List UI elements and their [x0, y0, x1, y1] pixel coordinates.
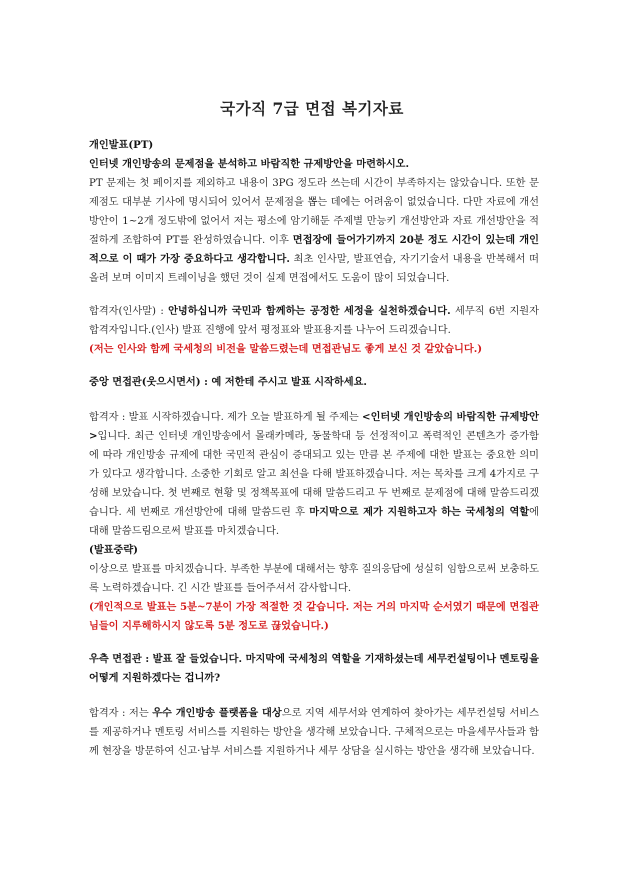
- pt-paragraph: PT 문제는 첫 페이지를 제외하고 내용이 3PG 정도라 쓰는데 시간이 부족하지는 않았습니다. 또한 문제점도 대부분 기사에 명시되어 있어서 문제점을 뽑는 데에는 어려움이 없었습니다. 다만 자료에 개선방안이 1~2개 정도밖에 없어서 저는 평소에 암기해둔 주제별 만능키 개선방안과 자료 개선방안을 적절하게 조합하여 PT를 완성하였습니다. 이후 면접장에 들어가기까지 20분 정도 시간이 있는데 개인적으로 이 때가 가장 중요하다고 생각합니다. 최초 인사말, 발표연습, 자기기술서 내용을 반복해서 떠올려 보며 이미지 트레이닝을 했던 것이 실제 면접에서도 도움이 많이 되었습니다.: [89, 178, 539, 284]
- page-title: 국가직 7급 면접 복기자료: [220, 99, 404, 118]
- greeting-note: (저는 인사와 함께 국세청의 비전을 말씀드렸는데 면접관님도 좋게 보신 것 같았습니다.): [89, 343, 483, 355]
- greeting-paragraph: 합격자(인사말) : 안녕하십니까 국민과 함께하는 공정한 세정을 실천하겠습니다. 세무직 6번 지원자 합격자입니다.(인사) 발표 진행에 앞서 평정표와 발표용지를 나누어 드리겠습니다.: [89, 305, 539, 336]
- document-body: [89, 136, 539, 761]
- presentation-closing: 이상으로 발표를 마치겠습니다. 부족한 부분에 대해서는 향후 질의응답에 성실히 임함으로써 보충하도록 노력하겠습니다. 긴 시간 발표를 들어주셔서 감사합니다.: [89, 564, 539, 594]
- presentation-omitted-label: (발표중략): [89, 544, 139, 556]
- right-interviewer-question: 우측 면접관 : 발표 잘 들었습니다. 마지막에 국세청의 역할을 기재하셨는데 세무컨설팅이나 멘토링을 어떻게 지원하겠다는 겁니까?: [89, 653, 539, 684]
- section-heading-pt: 개인발표(PT): [89, 139, 154, 151]
- pt-topic: 인터넷 개인방송의 문제점을 분석하고 바람직한 규제방안을 마련하시오.: [89, 158, 410, 170]
- candidate-answer: 합격자 : 저는 우수 개인방송 플랫폼을 대상으로 지역 세무서와 연계하여 찾아가는 세무컨설팅 서비스를 제공하거나 멘토링 서비스를 지원하는 방안을 생각해 보았습니다. 구체적으로는 마을세무사들과 함께 현장을 방문하여 신고·납부 서비스를 지원하거나 세무 상담을 실시하는 방안을 생각해 보았습니다.: [89, 707, 540, 757]
- presentation-paragraph: 합격자 : 발표 시작하겠습니다. 제가 오늘 발표하게 될 주제는 <인터넷 개인방송의 바람직한 규제방안>입니다. 최근 인터넷 개인방송에서 몰래카메라, 동물학대 등 선정적이고 폭력적인 콘텐츠가 증가함에 따라 개인방송 규제에 대한 국민적 관심이 증대되고 있는 만큼 본 주제에 대한 발표는 중요한 의미가 있다고 생각합니다. 소중한 기회로 알고 최선을 다해 발표하겠습니다. 저는 목차를 크게 4가지로 구성해 보았습니다. 첫 번째로 현황 및 정책목표에 대해 말씀드리고 두 번째로 문제점에 대해 말씀드리겠습니다. 세 번째로 개선방안에 대해 말씀드린 후 마지막으로 제가 지원하고자 하는 국세청의 역할에 대해 말씀드림으로써 발표를 마치겠습니다.: [89, 411, 540, 537]
- center-interviewer-question: 중앙 면접관(웃으시면서) : 예 저한테 주시고 발표 시작하세요.: [89, 376, 367, 388]
- presentation-note: (개인적으로 발표는 5분~7분이 가장 적절한 것 같습니다. 저는 거의 마지막 순서였기 때문에 면접관님들이 지루해하시지 않도록 5분 정도로 끊었습니다.): [89, 601, 539, 632]
